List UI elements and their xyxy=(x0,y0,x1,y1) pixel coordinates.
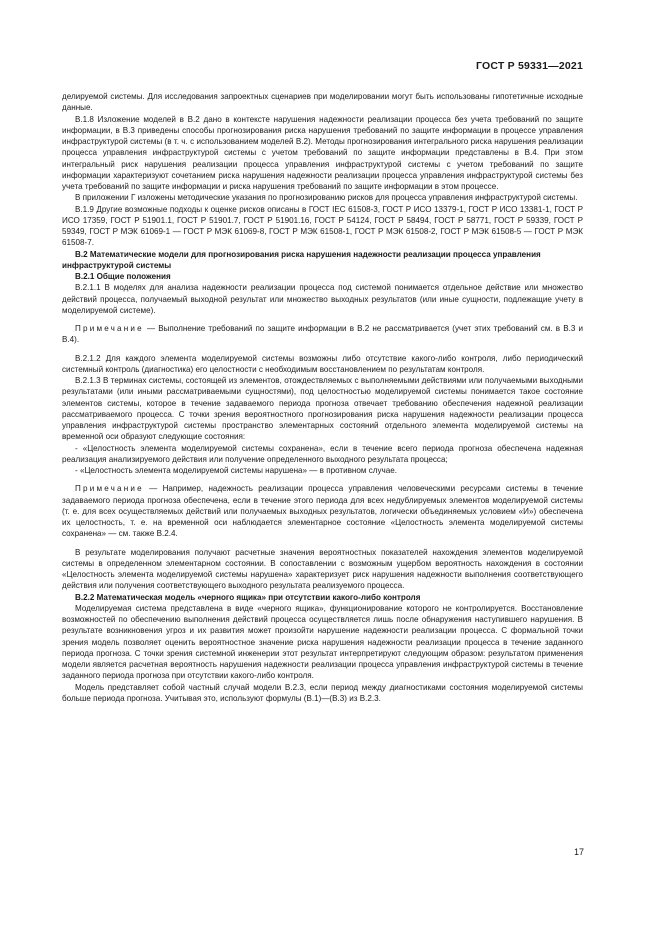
paragraph-b2-1-3: В.2.1.3 В терминах системы, состоящей из элементов, отождествляемых с выполняемыми действиями или получаемыми выходными результатами (или иными рассматриваемыми сущностями), под целостностью моделируемой системы понимается такое состояние элементов системы, которое в течение задаваемого периода прогноза отвечает требованию обеспечения надежной реализации рассматриваемого процесса. С точки зрения вероятностного прогнозирования риска нарушения надежности реализации процесса управления инфраструктурой системы пространство элементарных состояний отдельного элемента моделируемой системы на временной оси образуют следующие состояния: xyxy=(62,376,583,442)
note-text: — Например, надежность реализации процесса управления человеческими ресурсами системы в течение задаваемого периода прогноза обеспечена, если в течение этого периода для всех недублируемых элементов моделируемой системы (т. е. для всех осуществляемых действий или получаемых выходных результатов, логически объединяемых условием «И») обеспечена их целостность, т. е. на временной оси наблюдается элементарное состояние «Целостность элемента моделируемой системы сохранена» — см. также В.2.4. xyxy=(62,484,583,539)
paragraph-b2-1-2: В.2.1.2 Для каждого элемента моделируемой системы возможны либо отсутствие какого-либо контроля, либо периодический системный контроль (диагностика) его целостности с необходимым восстановлением по результатам контроля. xyxy=(62,353,583,374)
paragraph-black-box: Моделируемая система представлена в виде «черного ящика», функционирование которого не контролируется. Восстановление возможностей по обеспечению выполнения действий процесса осуществляется лишь после обнаружения наступившего нарушения. В результате возникновения угроз и их развития может произойти нарушение надежности реализации процесса. С формальной точки зрения модель позволяет оценить вероятностное значение риска нарушения надежности реализации процесса в течение заданного периода прогноза. С точки зрения системной инженерии этот результат интерпретируют следующим образом: результатом применения модели является расчетная вероятность нарушения надежности реализации процесса управления инфраструктурой системы в течение заданного периода прогноза при отсутствии какого-либо контроля. xyxy=(62,603,583,681)
page-number: 17 xyxy=(574,847,585,857)
note-2 xyxy=(62,483,583,539)
list-item: - «Целостность элемента моделируемой системы нарушена» — в противном случае. xyxy=(75,466,397,475)
section-heading-b2-1: В.2.1 Общие положения xyxy=(75,272,171,281)
document-body xyxy=(62,91,583,704)
list-item: - «Целостность элемента моделируемой системы сохранена», если в течение всего периода прогноза обеспечена надежная реализация анализируемого действия или получение определенного выходного результата процесса; xyxy=(62,443,583,464)
paragraph-model-special-case: Модель представляет собой частный случай модели В.2.3, если период между диагностиками состояния моделируемой системы больше периода прогноза. Учитывая это, используют формулы (В.1)—(В.3) из В.2.3. xyxy=(62,682,583,703)
paragraph-results: В результате моделирования получают расчетные значения вероятностных показателей нахождения элементов моделируемой системы в определенном элементарном состоянии. В сопоставлении с возможным ущербом вероятность нахождения в состоянии «Целостность элемента моделируемой системы нарушена» характеризует риск нарушения надежности выполнения соответствующего действия или получения соответствующего выходного результата реализуемого процесса. xyxy=(62,547,583,591)
paragraph-b1-8: В.1.8 Изложение моделей в В.2 дано в контексте нарушения надежности реализации процесса без учета требований по защите информации, в В.3 приведены способы прогнозирования риска нарушения требований по защите информации в процессе управления инфраструктурой системы (в т. ч. с использованием моделей В.2). Методы прогнозирования интегрального риска нарушения реализации процесса управления инфраструктурой системы с учетом требований по защите информации представлены в В.4. При этом интегральный риск нарушения реализации процесса управления инфраструктурой системы с учетом требований по защите информации характеризуют сочетанием риска нарушения надежности реализации процесса управления инфраструктурой системы без учета требований по защите информации и риска нарушения требований по защите информации в этом процессе. xyxy=(62,114,583,191)
section-heading-b2: В.2 Математические модели для прогнозирования риска нарушения надежности реализации процесса управления инфраструктурой системы xyxy=(62,249,541,270)
note-1 xyxy=(62,323,583,346)
note-label: Примечание xyxy=(75,484,144,494)
paragraph-b2-1-1: В.2.1.1 В моделях для анализа надежности реализации процесса под системой понимается отдельное действие или множество действий процесса, получаемый выходной результат или множество выходных результатов (или иные сущности, подлежащие учету в моделируемой системе). xyxy=(62,283,583,315)
note-text: — Выполнение требований по защите информации в В.2 не рассматривается (учет этих требований см. в В.3 и В.4). xyxy=(62,324,583,345)
paragraph-appendix-g: В приложении Г изложены методические указания по прогнозированию рисков для процесса управления инфраструктурой системы. xyxy=(75,193,578,203)
paragraph-b1-9: В.1.9 Другие возможные подходы к оценке рисков описаны в ГОСТ IEC 61508-3, ГОСТ Р ИСО 13379-1, ГОСТ Р ИСО 13381-1, ГОСТ Р ИСО 17359, ГОСТ Р 51901.1, ГОСТ Р 51901.7, ГОСТ Р 51901.16, ГОСТ Р 54124, ГОСТ Р 58494, ГОСТ Р 58771, ГОСТ Р 59339, ГОСТ Р 59349, ГОСТ Р МЭК 61069-1 — ГОСТ Р МЭК 61069-8, ГОСТ Р МЭК 61508-1, ГОСТ Р МЭК 61508-2, ГОСТ Р МЭК 61508-5 — ГОСТ Р МЭК 61508-7. xyxy=(62,204,583,248)
document-header: ГОСТ Р 59331—2021 xyxy=(475,60,583,72)
section-heading-b2-2: В.2.2 Математическая модель «черного ящика» при отсутствии какого-либо контроля xyxy=(75,592,421,602)
note-label: Примечание xyxy=(75,324,144,333)
paragraph-continuation: делируемой системы. Для исследования запроектных сценариев при моделировании могут быть использованы гипотетичные исходные данные. xyxy=(62,92,583,113)
